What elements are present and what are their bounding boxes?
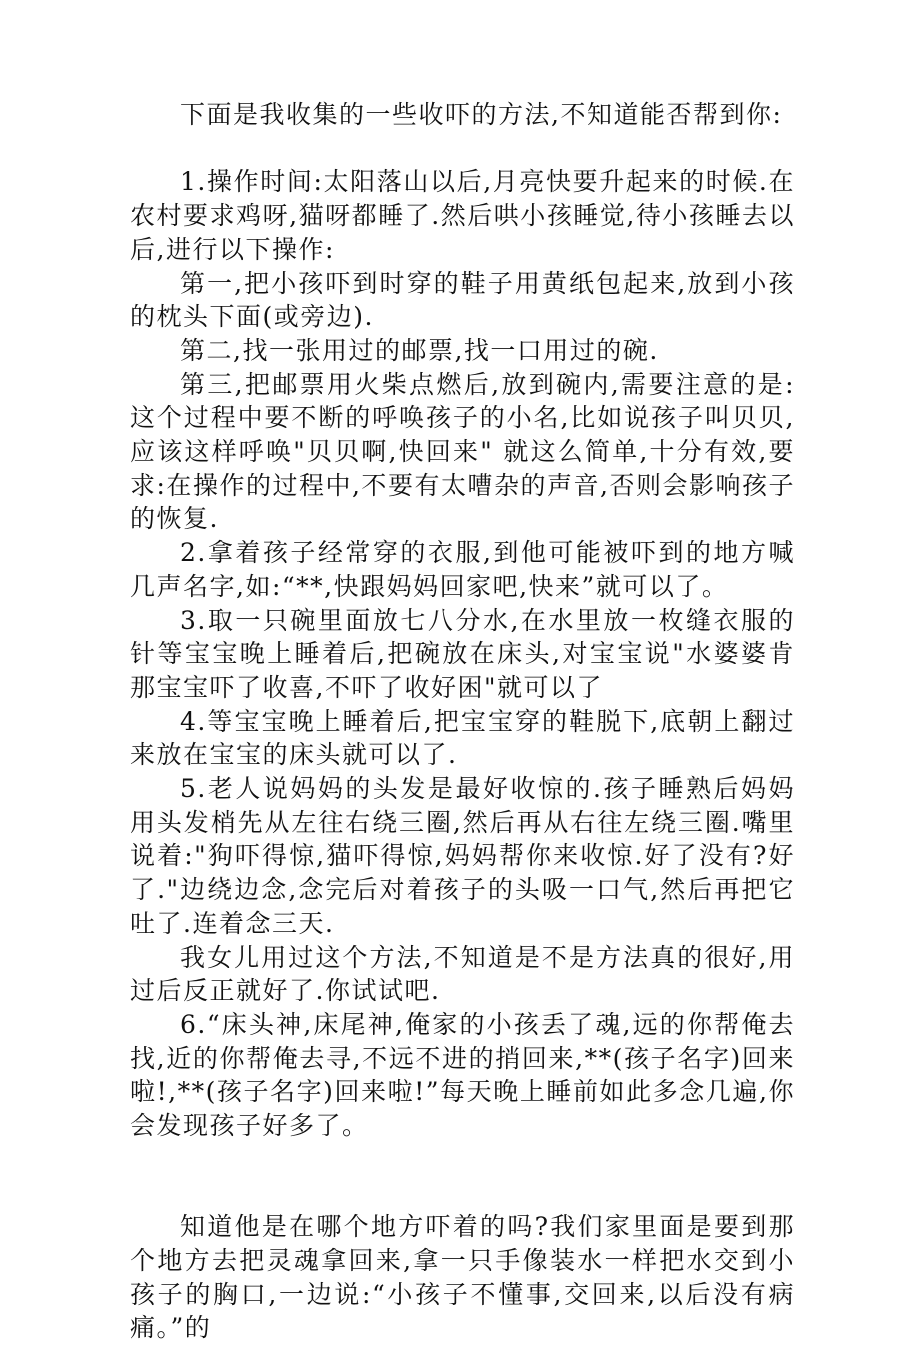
method-1-step-3: 第三,把邮票用火柴点燃后,放到碗内,需要注意的是:这个过程中要不断的呼唤孩子的小名,比如说孩子叫贝贝,应该这样呼唤"贝贝啊,快回来" 就这么简单,十分有效,要求:在操作的过程中,不要有太嘈杂的声音,否则会影响孩子的恢复. [130,369,795,534]
method-3-paragraph: 3.取一只碗里面放七八分水,在水里放一枚缝衣服的针等宝宝晚上睡着后,把碗放在床头,对宝宝说"水婆婆肯那宝宝吓了收喜,不吓了收好困"就可以了 [130,605,795,702]
closing-paragraph: 知道他是在哪个地方吓着的吗?我们家里面是要到那个地方去把灵魂拿回来,拿一只手像装水一样把水交到小孩子的胸口,一边说:“小孩子不懂事,交回来,以后没有病痛。”的 [130,1212,795,1343]
blank-line [130,1176,795,1210]
blank-line [130,1143,795,1177]
method-1-paragraph: 1.操作时间:太阳落山以后,月亮快要升起来的时候.在农村要求鸡呀,猫呀都睡了.然后哄小孩睡觉,待小孩睡去以后,进行以下操作: [130,167,795,264]
method-5-paragraph: 5.老人说妈妈的头发是最好收惊的.孩子睡熟后妈妈用头发梢先从左往右绕三圈,然后再从右往左绕三圈.嘴里说着:"狗吓得惊,猫吓得惊,妈妈帮你来收惊.好了没有?好了."边绕边念,念完后对着孩子的头吸一口气,然后再把它吐了.连着念三天. [130,774,795,938]
method-2-paragraph: 2.拿着孩子经常穿的衣服,到他可能被吓到的地方喊几声名字,如:“**,快跟妈妈回家吧,快来”就可以了。 [130,538,795,601]
method-6-paragraph: 6.“床头神,床尾神,俺家的小孩丢了魂,远的你帮俺去找,近的你帮俺去寻,不远不进的捎回来,**(孩子名字)回来啦!,**(孩子名字)回来啦!”每天晚上睡前如此多念几遍,你会发现孩子好多了。 [130,1009,795,1141]
method-1-step-2: 第二,找一张用过的邮票,找一口用过的碗. [180,335,659,365]
blank-line [130,132,795,166]
personal-note-paragraph: 我女儿用过这个方法,不知道是不是方法真的很好,用过后反正就好了.你试试吧. [130,942,795,1006]
method-1-step-1: 第一,把小孩吓到时穿的鞋子用黄纸包起来,放到小孩的枕头下面(或旁边). [130,268,795,332]
intro-paragraph: 下面是我收集的一些收吓的方法,不知道能否帮到你: [180,100,783,129]
method-4-paragraph: 4.等宝宝晚上睡着后,把宝宝穿的鞋脱下,底朝上翻过来放在宝宝的床头就可以了. [130,706,795,770]
